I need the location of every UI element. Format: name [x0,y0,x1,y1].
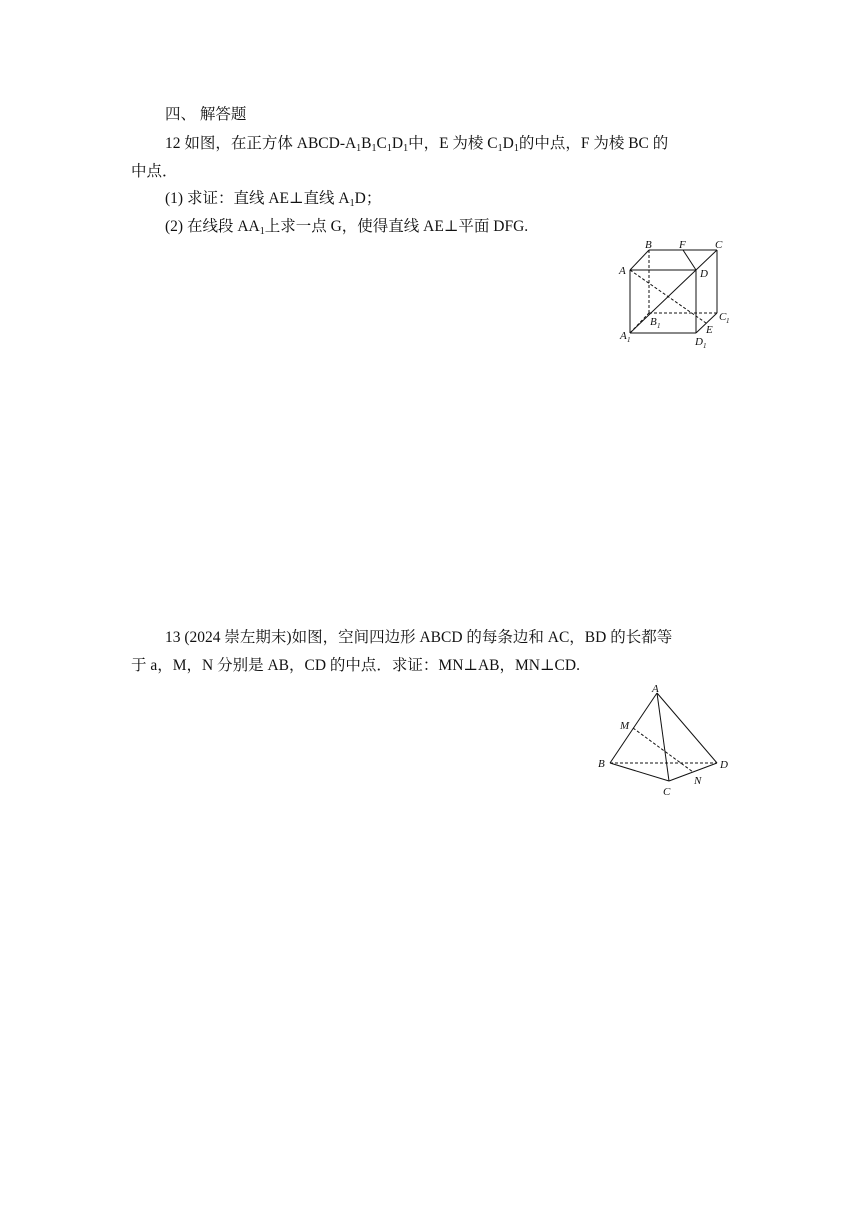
label-A1: A [620,330,627,342]
part-2-text-b: 上求一点 G，使得直线 AE⊥平面 DFG. [264,218,529,235]
subscript: 1 [259,226,265,237]
edge-C-D [669,763,717,781]
subscript: 1 [403,143,409,154]
subscript: 1 [371,143,377,154]
label-A: A [652,683,659,695]
label-N: N [694,775,702,787]
subscript: 1 [513,143,519,154]
q12-text-a: 12 如图，在正方体 ABCD-A [165,135,357,152]
q12-text-b: B [361,135,372,152]
edge-C-D [696,250,717,270]
edge-B-C [610,763,669,781]
hidden-segment-A-E [630,270,706,323]
label-A1-sub: 1 [627,336,631,344]
tetrahedron-figure [595,683,745,803]
label-A: A [619,265,626,277]
label-B: B [645,239,652,251]
question-12-line-2: 中点． [131,163,178,180]
question-12-part-2 [165,216,528,238]
subscript: 1 [356,143,362,154]
label-B1-sub: 1 [657,322,661,330]
subscript: 1 [386,143,392,154]
label-C1-sub: 1 [726,317,730,325]
q12-text-e: 中，E 为棱 C [408,135,498,152]
question-13-line-1: 13 (2024 崇左期末)如图，空间四边形 ABCD 的每条边和 AC，BD 的长都等 [165,629,673,646]
part-1-text-b: D； [354,190,382,207]
edge-A-B [630,250,649,270]
part-2-text-a: (2) 在线段 AA [165,218,260,235]
label-D1: D [695,336,703,348]
q12-text-g: 的中点，F 为棱 BC 的 [518,135,669,152]
subscript: 1 [497,143,503,154]
edge-D-F [683,250,696,270]
label-E: E [706,324,713,336]
subscript: 1 [349,198,355,209]
label-D1-sub: 1 [703,342,707,350]
q12-text-c: C [376,135,387,152]
label-B1: B [650,316,657,328]
label-C1: C [719,311,727,323]
question-13-line-2: 于 a，M，N 分别是 AB，CD 的中点．求证：MN⊥AB，MN⊥CD. [131,657,580,674]
diagonal-A1-D [630,270,696,333]
edge-A-C [657,693,669,781]
q12-text-d: D [391,135,404,152]
question-12-part-1 [165,188,381,210]
section-heading: 四、 解答题 [165,106,247,123]
label-C: C [663,786,671,798]
cube-figure [615,237,755,350]
label-D: D [700,268,708,280]
q12-text-f: D [502,135,514,152]
part-1-text-a: (1) 求证：直线 AE⊥直线 A [165,190,350,207]
label-C: C [715,239,723,251]
label-F: F [679,239,686,251]
label-M: M [620,720,630,732]
label-D: D [720,759,728,771]
label-B: B [598,758,605,770]
question-12-line-1 [165,133,668,155]
